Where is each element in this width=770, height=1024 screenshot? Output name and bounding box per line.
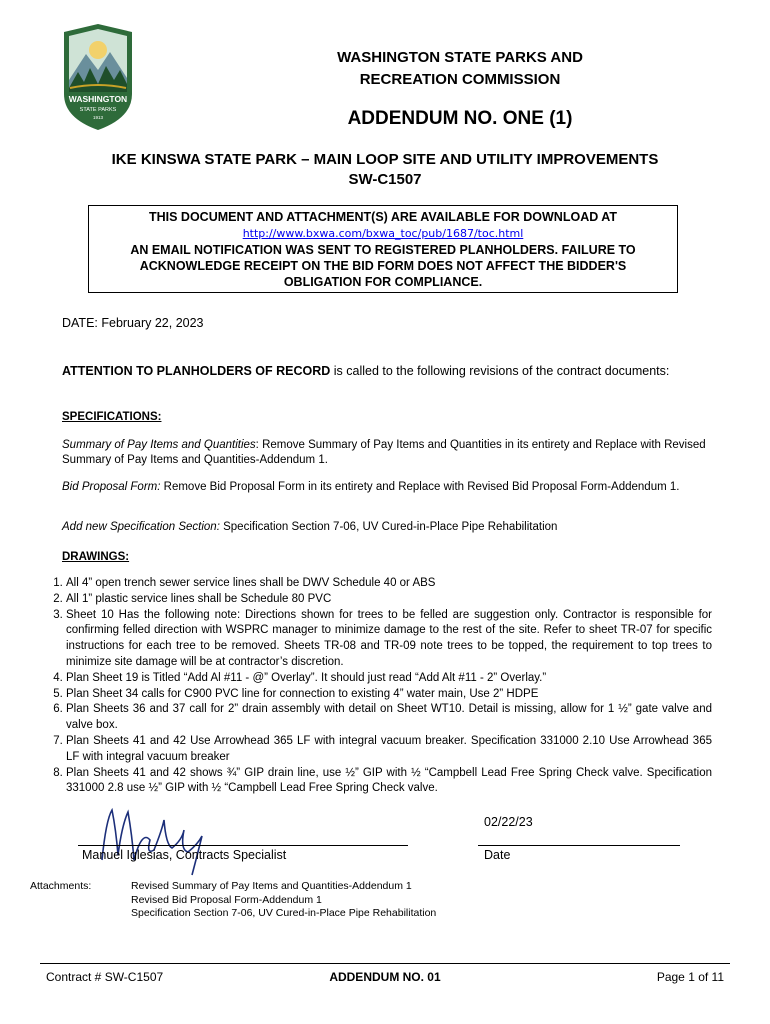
attention-bold: ATTENTION TO PLANHOLDERS OF RECORD xyxy=(62,364,331,378)
drawing-item: 3. Sheet 10 Has the following note: Directions shown for trees to be felled are suggestion only. Contractor is responsible for confirming felled direction with WSPRC manager to minimize damage to the rest of the site. Refer to sheet TR-07 for specific instructions for each tree to be removed. Sheets TR-08 and TR-09 note trees to be topped, the requirement to top trees to minimize site damage will be at contractor’s discretion. xyxy=(66,608,712,671)
spec-item-1-label: Summary of Pay Items and Quantities xyxy=(62,439,256,451)
drawing-item: 6. Plan Sheets 36 and 37 call for 2” drain assembly with detail on Sheet WT10. Detail is missing, allow for 1 ½” gate valve and valve box. xyxy=(66,702,712,734)
attachment-item: Revised Bid Proposal Form-Addendum 1 xyxy=(131,893,322,906)
notice-line-3: ACKNOWLEDGE RECEIPT ON THE BID FORM DOES NOT AFFECT THE BIDDER'S xyxy=(139,259,627,273)
drawing-item: 7. Plan Sheets 41 and 42 Use Arrowhead 365 LF with integral vacuum breaker. Specification 331000 2.10 Use Arrowhead 365 LF with integral vacuum breaker xyxy=(66,734,712,766)
notice-line-4: OBLIGATION FOR COMPLIANCE. xyxy=(283,275,483,289)
footer-rule xyxy=(40,963,730,964)
specifications-heading: SPECIFICATIONS: xyxy=(62,411,162,423)
drawing-item: 1. All 4” open trench sewer service lines shall be DWV Schedule 40 or ABS xyxy=(66,576,712,592)
spec-item-3-label: Add new Specification Section: xyxy=(62,521,220,533)
signature-date-value: 02/22/23 xyxy=(484,815,533,829)
date-line-rule xyxy=(478,845,680,846)
spec-item-3 xyxy=(62,520,712,535)
attention-rest: is called to the following revisions of the contract documents: xyxy=(330,364,670,378)
signature-line xyxy=(78,845,408,846)
spec-item-2-text: Remove Bid Proposal Form in its entirety and Replace with Revised Bid Proposal Form-Addendum 1. xyxy=(163,481,680,493)
project-title-block xyxy=(0,150,770,190)
drawing-item: 4. Plan Sheet 19 is Titled “Add Al #11 - @” Overlay”. It should just read “Add Alt #11 - 2” Overlay.” xyxy=(66,671,712,687)
download-link[interactable]: http://www.bxwa.com/bxwa_toc/pub/1687/toc.html xyxy=(242,227,524,240)
footer-contract: Contract # SW-C1507 xyxy=(46,970,164,984)
addendum-title: ADDENDUM NO. ONE (1) xyxy=(347,108,573,129)
attachments-label: Attachments: xyxy=(30,880,92,892)
footer-addendum: ADDENDUM NO. 01 xyxy=(329,970,441,984)
org-line-2: RECREATION COMMISSION xyxy=(359,71,561,88)
handwritten-signature xyxy=(92,800,232,880)
signer-name: Manuel Iglesias, Contracts Specialist xyxy=(82,848,287,862)
org-line-1: WASHINGTON STATE PARKS AND xyxy=(337,49,583,66)
drawing-item: 2. All 1” plastic service lines shall be Schedule 80 PVC xyxy=(66,592,712,608)
download-notice-box xyxy=(88,205,678,293)
drawings-heading: DRAWINGS: xyxy=(62,551,130,563)
footer-page-number: Page 1 of 11 xyxy=(656,970,724,984)
svg-text:STATE PARKS: STATE PARKS xyxy=(79,107,117,113)
project-number: SW-C1507 xyxy=(348,171,422,188)
drawing-item: 8. Plan Sheets 41 and 42 shows ¾” GIP drain line, use ½” GIP with ½ “Campbell Lead Free Spring Check valve. Specification 331000 2.8 use ½” GIP with ½ “Campbell Lead Free Spring Check valve. xyxy=(66,766,712,798)
drawings-list-wrap xyxy=(36,576,712,797)
notice-line-1: THIS DOCUMENT AND ATTACHMENT(S) ARE AVAILABLE FOR DOWNLOAD AT xyxy=(148,210,617,224)
attachment-item: Specification Section 7-06, UV Cured-in-Place Pipe Rehabilitation xyxy=(131,907,437,919)
spec-item-1-text: Remove Summary of Pay Items and Quantities in its entirety and Replace with Revised Summary of Pay Items and Quantities-Addendum 1. xyxy=(62,439,706,466)
attachment-item: Revised Summary of Pay Items and Quantities-Addendum 1 xyxy=(131,880,412,892)
svg-text:1913: 1913 xyxy=(92,115,104,120)
svg-text:WASHINGTON: WASHINGTON xyxy=(68,94,128,104)
spec-item-1: Summary of Pay Items and Quantities: Remove Summary of Pay Items and Quantities in its entirety and Replace with Revised Summary of Pay Items and Quantities-Addendum 1. xyxy=(62,439,706,466)
drawings-list xyxy=(36,576,712,797)
project-title: IKE KINSWA STATE PARK – MAIN LOOP SITE AND UTILITY IMPROVEMENTS xyxy=(111,151,659,168)
notice-line-2: AN EMAIL NOTIFICATION WAS SENT TO REGISTERED PLANHOLDERS. FAILURE TO xyxy=(130,243,636,257)
drawing-item: 5. Plan Sheet 34 calls for C900 PVC line for connection to existing 4” water main, Use 2” HDPE xyxy=(66,687,712,703)
attention-paragraph xyxy=(62,363,712,379)
organization-name xyxy=(0,47,770,91)
spec-item-3-text: Specification Section 7-06, UV Cured-in-Place Pipe Rehabilitation xyxy=(223,521,558,533)
signature-date-label: Date xyxy=(484,848,511,862)
spec-item-2 xyxy=(62,480,712,495)
date-line: DATE: February 22, 2023 xyxy=(62,316,204,330)
attachments-list xyxy=(131,880,436,921)
spec-item-2-label: Bid Proposal Form: xyxy=(62,481,161,493)
